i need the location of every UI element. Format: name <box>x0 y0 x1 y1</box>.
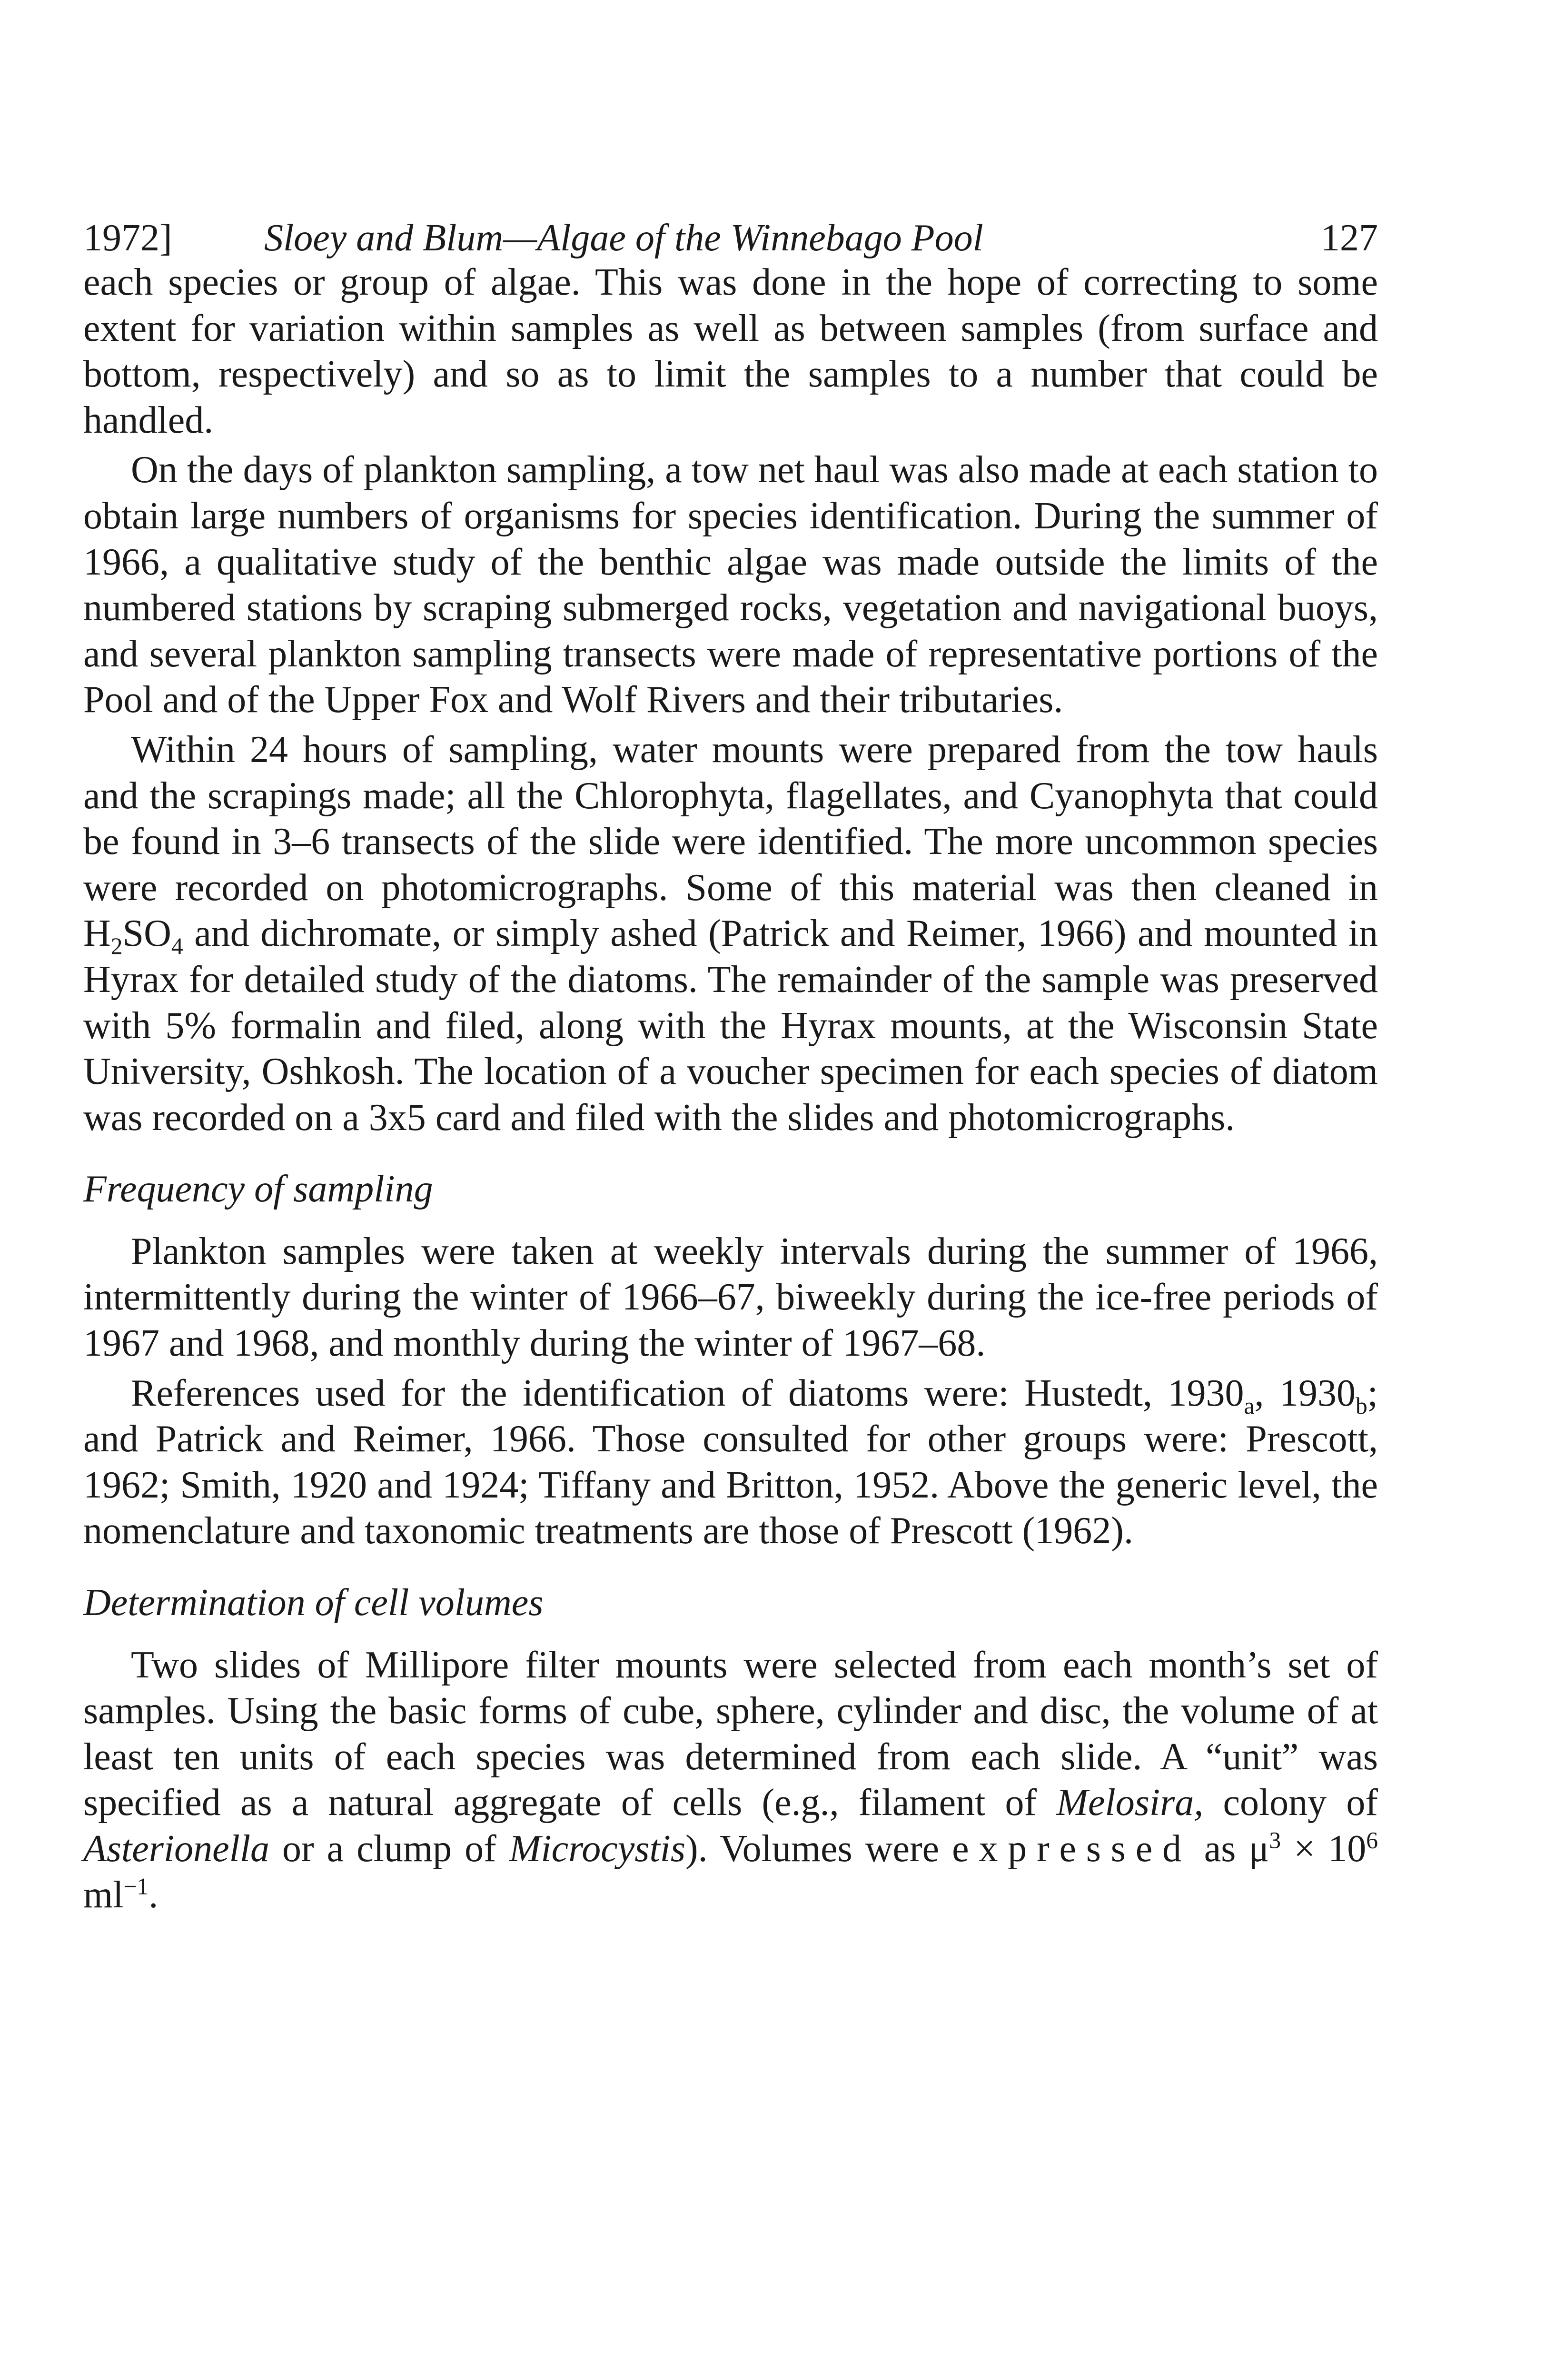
superscript: 6 <box>1366 1827 1378 1854</box>
paragraph-cell-volumes <box>83 1642 1378 1918</box>
unit-ml: ml <box>83 1874 124 1916</box>
superscript: −1 <box>123 1873 149 1899</box>
text-run: ; and Patrick and Reimer, 1966. Those consulted for other groups were: Prescott, 1962; Smith, 1920 and 1924; Tiffany and Britton, 1952. Above the generic level, the nomenclature and taxonomic treatments are those of Prescott (1962). <box>83 1372 1378 1552</box>
paragraph-frequency: Plankton samples were taken at weekly intervals during the summer of 1966, intermittently during the winter of 1966–67, biweekly during the ice-free periods of 1967 and 1968, and monthly during the winter of 1967–68. <box>83 1230 1378 1365</box>
text-run: and dichromate, or simply ashed (Patrick and Reimer, 1966) and mounted in Hyrax for detailed study of the diatoms. The remainder of the sample was preserved with 5% formalin and filed, along with the Hyrax mounts, at the Wisconsin State University, Oshkosh. The location of a voucher specimen for each species of diatom was recorded on a 3x5 card and filed with the slides and photomicrographs. <box>83 912 1378 1139</box>
unit-times: × 10 <box>1281 1828 1367 1870</box>
header-year: 1972] <box>83 217 172 259</box>
text-run: ). Volumes were <box>685 1828 952 1870</box>
section-heading-frequency: Frequency of sampling <box>83 1168 433 1210</box>
genus-name: Asterionella <box>83 1828 270 1870</box>
text-run: or a clump of <box>269 1828 509 1870</box>
paragraph-water-mounts <box>83 727 1378 1140</box>
text-run: References used for the identification of diatoms were: Hustedt, 1930 <box>131 1372 1244 1414</box>
section-heading-cell-volumes: Determination of cell volumes <box>83 1582 544 1624</box>
subscript: b <box>1355 1392 1367 1419</box>
text-run: , 1930 <box>1254 1372 1356 1414</box>
formula-subscript: 4 <box>171 933 183 960</box>
running-header <box>83 212 1378 264</box>
subscript: a <box>1244 1392 1255 1419</box>
formula-subscript: 2 <box>110 933 123 960</box>
text-run: colony of <box>1203 1782 1378 1824</box>
unit-mu: μ <box>1248 1828 1269 1870</box>
spaced-word: expressed <box>952 1828 1191 1870</box>
formula-so: SO <box>122 912 171 955</box>
text-run: Within 24 hours of sampling, water mounts were prepared from the tow hauls and the scrapings made; all the Chlorophyta, flagellates, and Cyanophyta that could be found in 3–6 transects of the slide were identified. The more uncommon species were recorded on photomicrographs. Some of this material was then cleaned in <box>83 728 1378 909</box>
paragraph-continued: each species or group of algae. This was done in the hope of correcting to some extent for variation within samples as well as between samples (from surface and bottom, respectively) and so as to limit the samples to a number that could be handled. <box>83 261 1378 441</box>
paragraph-tow-net: On the days of plankton sampling, a tow net haul was also made at each station to obtain large numbers of organisms for species identification. During the summer of 1966, a qualitative study of the benthic algae was made outside the limits of the numbered stations by scraping submerged rocks, vegetation and navigational buoys, and several plankton sampling transects were made of representative portions of the Pool and of the Upper Fox and Wolf Rivers and their tributaries. <box>83 449 1378 721</box>
text-run: Two slides of Millipore filter mounts were selected from each month’s set of samples. Using the basic forms of cube, sphere, cylinder and disc, the volume of at least ten units of each species was determined from each slide. A “unit” was specified as a natural aggregate of cells (e.g., filament of <box>83 1644 1378 1824</box>
body-text <box>83 259 1378 1918</box>
formula-h: H <box>83 912 111 955</box>
genus-name: Melosira, <box>1056 1782 1204 1824</box>
running-title: Sloey and Blum—Algae of the Winnebago Pool <box>264 217 983 259</box>
page-number: 127 <box>1321 217 1378 259</box>
paragraph-references <box>83 1370 1378 1554</box>
genus-name: Microcystis <box>509 1828 686 1870</box>
superscript: 3 <box>1269 1827 1281 1854</box>
text-run: as <box>1191 1828 1249 1870</box>
text-run: . <box>149 1874 158 1916</box>
